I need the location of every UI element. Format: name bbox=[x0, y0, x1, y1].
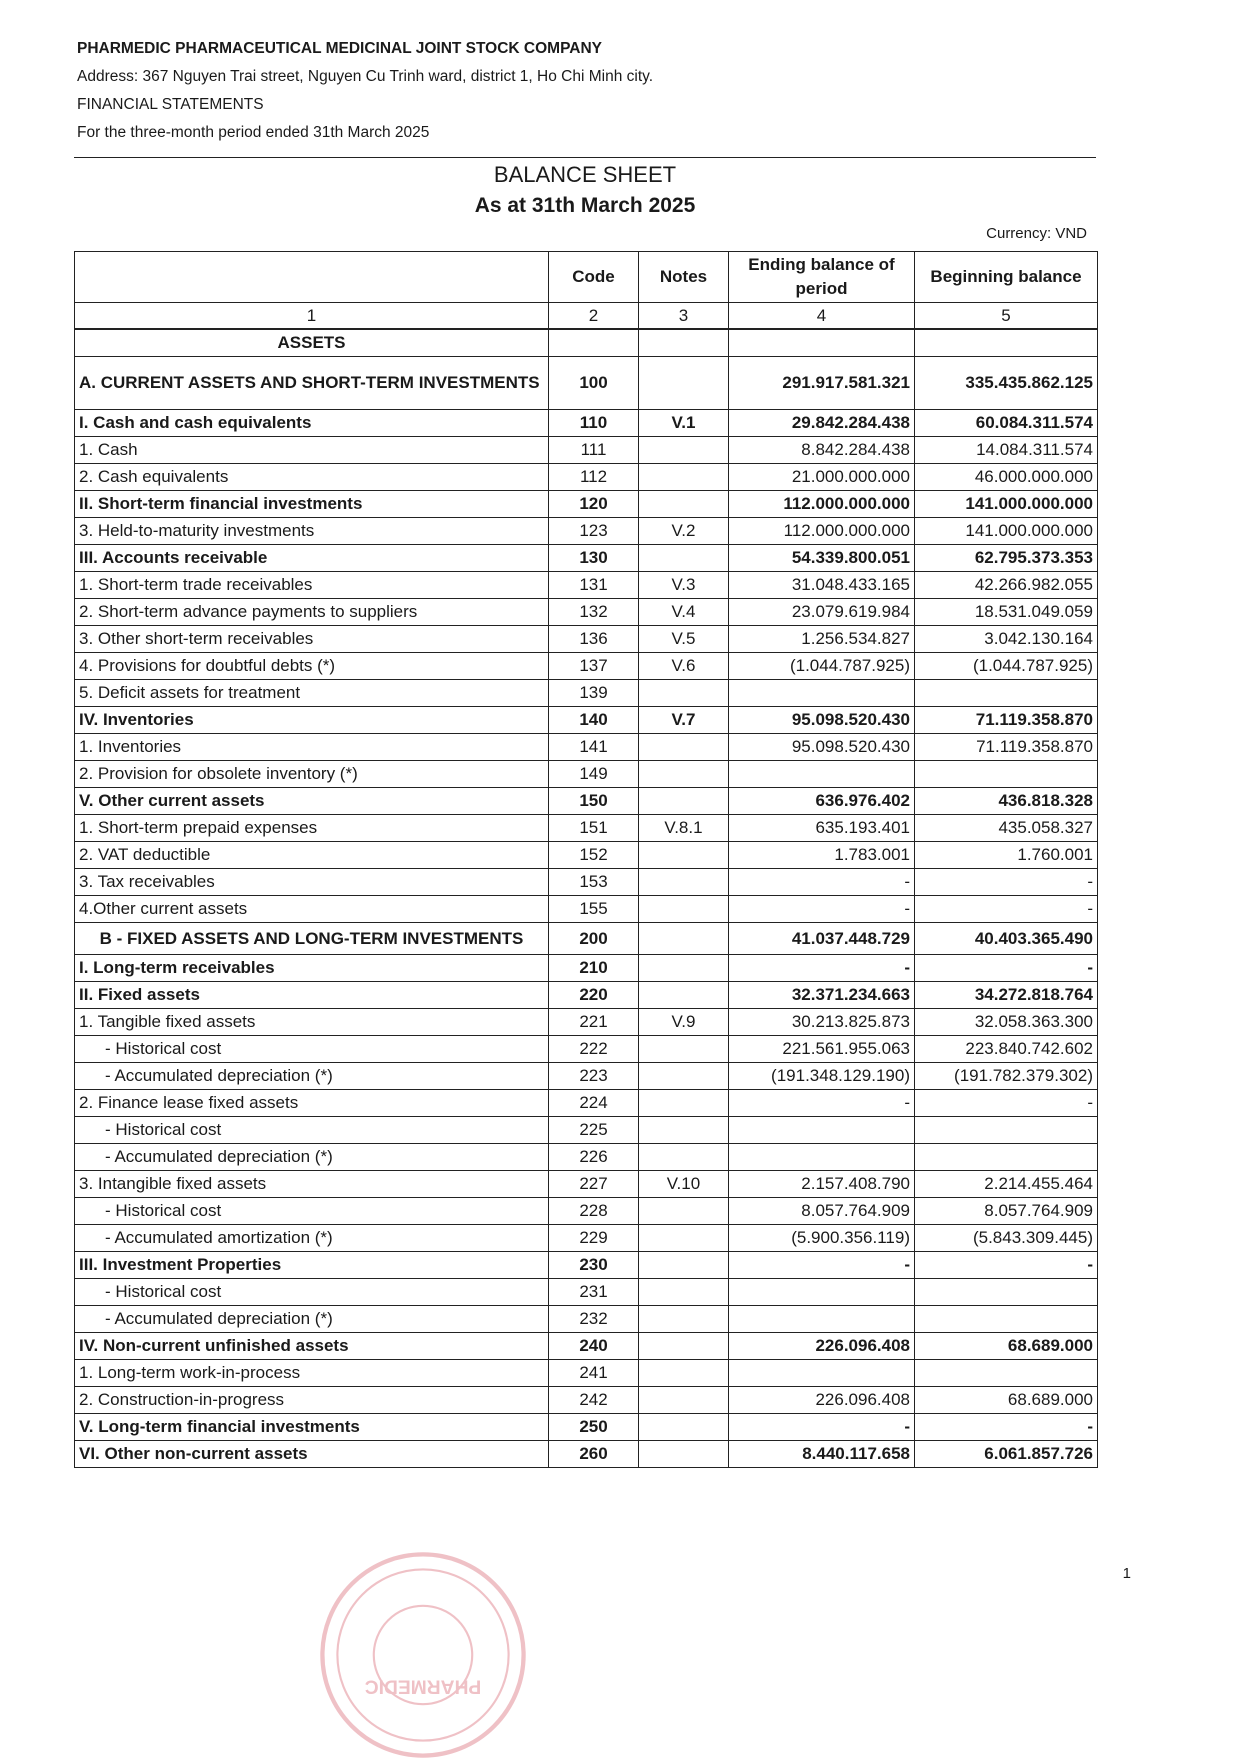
row-label: II. Fixed assets bbox=[75, 982, 549, 1009]
row-notes bbox=[639, 545, 729, 572]
row-beginning-balance: 34.272.818.764 bbox=[915, 982, 1098, 1009]
row-beginning-balance bbox=[915, 761, 1098, 788]
row-code: 226 bbox=[549, 1144, 639, 1171]
row-label: 1. Tangible fixed assets bbox=[75, 1009, 549, 1036]
table-row bbox=[75, 1252, 1098, 1279]
row-ending-balance bbox=[729, 1279, 915, 1306]
row-label: III. Accounts receivable bbox=[75, 545, 549, 572]
table-row bbox=[75, 599, 1098, 626]
row-code: 155 bbox=[549, 896, 639, 923]
table-row bbox=[75, 518, 1098, 545]
table-row bbox=[75, 491, 1098, 518]
row-label: 2. Provision for obsolete inventory (*) bbox=[75, 761, 549, 788]
row-code: 139 bbox=[549, 680, 639, 707]
row-label: - Accumulated depreciation (*) bbox=[75, 1306, 549, 1333]
table-row bbox=[75, 1306, 1098, 1333]
row-beginning-balance bbox=[915, 1117, 1098, 1144]
row-code: 224 bbox=[549, 1090, 639, 1117]
table-row bbox=[75, 1387, 1098, 1414]
row-code: 131 bbox=[549, 572, 639, 599]
row-notes bbox=[639, 1306, 729, 1333]
row-beginning-balance: 435.058.327 bbox=[915, 815, 1098, 842]
header-cell-ending-balance: Ending balance of period bbox=[729, 252, 915, 303]
row-notes bbox=[639, 1117, 729, 1144]
row-beginning-balance: - bbox=[915, 1252, 1098, 1279]
row-ending-balance: 221.561.955.063 bbox=[729, 1036, 915, 1063]
row-beginning-balance: 8.057.764.909 bbox=[915, 1198, 1098, 1225]
row-code: 150 bbox=[549, 788, 639, 815]
seal-text: PHARMEDIC bbox=[364, 1675, 482, 1697]
row-label: 1. Long-term work-in-process bbox=[75, 1360, 549, 1387]
row-beginning-balance: - bbox=[915, 869, 1098, 896]
row-notes bbox=[639, 982, 729, 1009]
row-notes bbox=[639, 896, 729, 923]
table-row bbox=[75, 707, 1098, 734]
row-beginning-balance: 32.058.363.300 bbox=[915, 1009, 1098, 1036]
table-row bbox=[75, 572, 1098, 599]
row-code: 141 bbox=[549, 734, 639, 761]
row-code: 250 bbox=[549, 1414, 639, 1441]
row-code: 130 bbox=[549, 545, 639, 572]
row-code: 120 bbox=[549, 491, 639, 518]
row-notes bbox=[639, 1036, 729, 1063]
row-notes bbox=[639, 437, 729, 464]
row-notes: V.7 bbox=[639, 707, 729, 734]
row-notes bbox=[639, 761, 729, 788]
row-ending-balance: 291.917.581.321 bbox=[729, 357, 915, 410]
row-code: 200 bbox=[549, 923, 639, 955]
row-label: 2. VAT deductible bbox=[75, 842, 549, 869]
table-row bbox=[75, 761, 1098, 788]
row-ending-balance: 30.213.825.873 bbox=[729, 1009, 915, 1036]
table-row bbox=[75, 734, 1098, 761]
row-ending-balance bbox=[729, 1144, 915, 1171]
row-notes: V.9 bbox=[639, 1009, 729, 1036]
table-row bbox=[75, 1198, 1098, 1225]
row-beginning-balance: - bbox=[915, 1414, 1098, 1441]
table-row bbox=[75, 1009, 1098, 1036]
row-notes bbox=[639, 1333, 729, 1360]
table-row bbox=[75, 869, 1098, 896]
row-ending-balance: 21.000.000.000 bbox=[729, 464, 915, 491]
row-notes bbox=[639, 491, 729, 518]
row-notes: V.4 bbox=[639, 599, 729, 626]
table-row bbox=[75, 1117, 1098, 1144]
row-ending-balance: 8.842.284.438 bbox=[729, 437, 915, 464]
row-beginning-balance: 62.795.373.353 bbox=[915, 545, 1098, 572]
row-beginning-balance bbox=[915, 680, 1098, 707]
row-beginning-balance: 1.760.001 bbox=[915, 842, 1098, 869]
row-notes bbox=[639, 357, 729, 410]
row-ending-balance: 635.193.401 bbox=[729, 815, 915, 842]
row-notes bbox=[639, 955, 729, 982]
row-notes bbox=[639, 1225, 729, 1252]
row-label: 4. Provisions for doubtful debts (*) bbox=[75, 653, 549, 680]
table-header-row bbox=[75, 252, 1098, 303]
row-notes: V.8.1 bbox=[639, 815, 729, 842]
table-row bbox=[75, 1036, 1098, 1063]
table-row bbox=[75, 410, 1098, 437]
row-code: 241 bbox=[549, 1360, 639, 1387]
row-label: 1. Cash bbox=[75, 437, 549, 464]
table-row bbox=[75, 1171, 1098, 1198]
row-code: 123 bbox=[549, 518, 639, 545]
currency-note: Currency: VND bbox=[986, 225, 1087, 242]
row-beginning-balance: - bbox=[915, 896, 1098, 923]
row-ending-balance: 636.976.402 bbox=[729, 788, 915, 815]
row-notes: V.1 bbox=[639, 410, 729, 437]
row-beginning-balance: (1.044.787.925) bbox=[915, 653, 1098, 680]
document-header bbox=[77, 35, 1097, 147]
row-label: I. Long-term receivables bbox=[75, 955, 549, 982]
column-number-row bbox=[75, 303, 1098, 330]
row-label: 3. Other short-term receivables bbox=[75, 626, 549, 653]
row-label: - Historical cost bbox=[75, 1198, 549, 1225]
row-label: - Historical cost bbox=[75, 1279, 549, 1306]
row-code: 140 bbox=[549, 707, 639, 734]
row-notes: V.5 bbox=[639, 626, 729, 653]
row-label: - Accumulated amortization (*) bbox=[75, 1225, 549, 1252]
row-notes bbox=[639, 1144, 729, 1171]
row-code: 242 bbox=[549, 1387, 639, 1414]
row-label: - Accumulated depreciation (*) bbox=[75, 1063, 549, 1090]
page-subtitle: As at 31th March 2025 bbox=[474, 194, 696, 217]
row-label: - Accumulated depreciation (*) bbox=[75, 1144, 549, 1171]
row-beginning-balance: 42.266.982.055 bbox=[915, 572, 1098, 599]
row-notes bbox=[639, 1198, 729, 1225]
row-code: 149 bbox=[549, 761, 639, 788]
row-ending-balance: 8.057.764.909 bbox=[729, 1198, 915, 1225]
row-label: 3. Intangible fixed assets bbox=[75, 1171, 549, 1198]
company-address: Address: 367 Nguyen Trai street, Nguyen Cu Trinh ward, district 1, Ho Chi Minh city. bbox=[77, 68, 654, 85]
header-divider bbox=[74, 157, 1096, 158]
column-number: 5 bbox=[915, 303, 1098, 330]
header-cell-code: Code bbox=[549, 252, 639, 303]
table-row bbox=[75, 1225, 1098, 1252]
row-beginning-balance: 60.084.311.574 bbox=[915, 410, 1098, 437]
table-row bbox=[75, 896, 1098, 923]
row-label: 5. Deficit assets for treatment bbox=[75, 680, 549, 707]
row-label: - Historical cost bbox=[75, 1036, 549, 1063]
row-label: I. Cash and cash equivalents bbox=[75, 410, 549, 437]
row-beginning-balance: 2.214.455.464 bbox=[915, 1171, 1098, 1198]
row-notes bbox=[639, 1387, 729, 1414]
row-label: 2. Cash equivalents bbox=[75, 464, 549, 491]
row-ending-balance: 112.000.000.000 bbox=[729, 518, 915, 545]
row-ending-balance: 2.157.408.790 bbox=[729, 1171, 915, 1198]
row-ending-balance: 226.096.408 bbox=[729, 1387, 915, 1414]
row-notes: V.6 bbox=[639, 653, 729, 680]
row-notes: V.10 bbox=[639, 1171, 729, 1198]
row-code: 232 bbox=[549, 1306, 639, 1333]
column-number: 1 bbox=[75, 303, 549, 330]
table-row bbox=[75, 545, 1098, 572]
row-label: 4.Other current assets bbox=[75, 896, 549, 923]
row-label: - Historical cost bbox=[75, 1117, 549, 1144]
page-number: 1 bbox=[1122, 1565, 1131, 1582]
row-notes bbox=[639, 1063, 729, 1090]
row-code: 225 bbox=[549, 1117, 639, 1144]
row-ending-balance: 54.339.800.051 bbox=[729, 545, 915, 572]
row-ending-balance: (191.348.129.190) bbox=[729, 1063, 915, 1090]
row-ending-balance: 29.842.284.438 bbox=[729, 410, 915, 437]
table-row bbox=[75, 1279, 1098, 1306]
row-code: 112 bbox=[549, 464, 639, 491]
row-code: 132 bbox=[549, 599, 639, 626]
row-beginning-balance: (191.782.379.302) bbox=[915, 1063, 1098, 1090]
row-ending-balance: 41.037.448.729 bbox=[729, 923, 915, 955]
table-row bbox=[75, 680, 1098, 707]
table-row bbox=[75, 437, 1098, 464]
row-notes bbox=[639, 1441, 729, 1468]
row-beginning-balance: 223.840.742.602 bbox=[915, 1036, 1098, 1063]
column-number: 3 bbox=[639, 303, 729, 330]
row-beginning-balance bbox=[915, 1144, 1098, 1171]
row-ending-balance: - bbox=[729, 1090, 915, 1117]
table-row bbox=[75, 815, 1098, 842]
row-ending-balance: 1.256.534.827 bbox=[729, 626, 915, 653]
row-notes: V.3 bbox=[639, 572, 729, 599]
row-ending-balance: 226.096.408 bbox=[729, 1333, 915, 1360]
row-label: V. Long-term financial investments bbox=[75, 1414, 549, 1441]
balance-sheet-table bbox=[74, 251, 1098, 1468]
row-code: 230 bbox=[549, 1252, 639, 1279]
row-beginning-balance: 436.818.328 bbox=[915, 788, 1098, 815]
row-ending-balance: (5.900.356.119) bbox=[729, 1225, 915, 1252]
row-ending-balance bbox=[729, 1306, 915, 1333]
row-notes bbox=[639, 1252, 729, 1279]
row-label: IV. Inventories bbox=[75, 707, 549, 734]
table-row bbox=[75, 955, 1098, 982]
row-notes bbox=[639, 1279, 729, 1306]
table-row bbox=[75, 1414, 1098, 1441]
row-ending-balance bbox=[729, 680, 915, 707]
row-beginning-balance: 6.061.857.726 bbox=[915, 1441, 1098, 1468]
row-ending-balance: 31.048.433.165 bbox=[729, 572, 915, 599]
row-ending-balance bbox=[729, 761, 915, 788]
row-code: 137 bbox=[549, 653, 639, 680]
row-code: 240 bbox=[549, 1333, 639, 1360]
row-notes bbox=[639, 788, 729, 815]
row-notes bbox=[639, 1414, 729, 1441]
row-beginning-balance: 46.000.000.000 bbox=[915, 464, 1098, 491]
row-beginning-balance bbox=[915, 1306, 1098, 1333]
row-code: 231 bbox=[549, 1279, 639, 1306]
row-ending-balance: 8.440.117.658 bbox=[729, 1441, 915, 1468]
row-ending-balance: - bbox=[729, 869, 915, 896]
row-label: 2. Finance lease fixed assets bbox=[75, 1090, 549, 1117]
table-row bbox=[75, 357, 1098, 410]
table-row bbox=[75, 1360, 1098, 1387]
row-notes bbox=[639, 464, 729, 491]
row-notes bbox=[639, 734, 729, 761]
row-label: 3. Held-to-maturity investments bbox=[75, 518, 549, 545]
row-beginning-balance bbox=[915, 1360, 1098, 1387]
table-row bbox=[75, 626, 1098, 653]
row-code: 223 bbox=[549, 1063, 639, 1090]
row-beginning-balance: - bbox=[915, 1090, 1098, 1117]
row-label: II. Short-term financial investments bbox=[75, 491, 549, 518]
row-beginning-balance: 141.000.000.000 bbox=[915, 491, 1098, 518]
header-cell-beginning-balance: Beginning balance bbox=[915, 252, 1098, 303]
document-type: FINANCIAL STATEMENTS bbox=[77, 96, 264, 113]
row-ending-balance: - bbox=[729, 896, 915, 923]
header-cell-item bbox=[75, 252, 549, 303]
row-beginning-balance: (5.843.309.445) bbox=[915, 1225, 1098, 1252]
section-row bbox=[75, 329, 1098, 357]
row-code: 260 bbox=[549, 1441, 639, 1468]
row-code: 229 bbox=[549, 1225, 639, 1252]
row-ending-balance: 95.098.520.430 bbox=[729, 734, 915, 761]
row-notes bbox=[639, 1090, 729, 1117]
row-code: 221 bbox=[549, 1009, 639, 1036]
row-notes bbox=[639, 842, 729, 869]
row-code: 220 bbox=[549, 982, 639, 1009]
table-row bbox=[75, 982, 1098, 1009]
row-notes bbox=[639, 869, 729, 896]
header-cell-notes: Notes bbox=[639, 252, 729, 303]
row-label: III. Investment Properties bbox=[75, 1252, 549, 1279]
table-row bbox=[75, 842, 1098, 869]
row-label: 1. Short-term trade receivables bbox=[75, 572, 549, 599]
row-code: 111 bbox=[549, 437, 639, 464]
row-ending-balance: - bbox=[729, 1414, 915, 1441]
table-row bbox=[75, 1441, 1098, 1468]
row-beginning-balance: 40.403.365.490 bbox=[915, 923, 1098, 955]
row-ending-balance: (1.044.787.925) bbox=[729, 653, 915, 680]
table-row bbox=[75, 1063, 1098, 1090]
company-name: PHARMEDIC PHARMACEUTICAL MEDICINAL JOINT STOCK COMPANY bbox=[77, 40, 603, 57]
row-ending-balance: - bbox=[729, 955, 915, 982]
row-beginning-balance: 71.119.358.870 bbox=[915, 734, 1098, 761]
row-code: 228 bbox=[549, 1198, 639, 1225]
row-ending-balance: 32.371.234.663 bbox=[729, 982, 915, 1009]
row-code: 136 bbox=[549, 626, 639, 653]
table-row bbox=[75, 788, 1098, 815]
row-label: 1. Short-term prepaid expenses bbox=[75, 815, 549, 842]
row-code: 210 bbox=[549, 955, 639, 982]
row-notes bbox=[639, 680, 729, 707]
table-row bbox=[75, 464, 1098, 491]
row-code: 153 bbox=[549, 869, 639, 896]
row-ending-balance bbox=[729, 1360, 915, 1387]
table-row bbox=[75, 1090, 1098, 1117]
column-number: 2 bbox=[549, 303, 639, 330]
row-beginning-balance: 68.689.000 bbox=[915, 1387, 1098, 1414]
row-ending-balance bbox=[729, 1117, 915, 1144]
row-beginning-balance: 141.000.000.000 bbox=[915, 518, 1098, 545]
reporting-period: For the three-month period ended 31th March 2025 bbox=[77, 124, 430, 141]
row-label: 1. Inventories bbox=[75, 734, 549, 761]
row-beginning-balance: 14.084.311.574 bbox=[915, 437, 1098, 464]
row-label: V. Other current assets bbox=[75, 788, 549, 815]
row-beginning-balance: 71.119.358.870 bbox=[915, 707, 1098, 734]
row-beginning-balance: 68.689.000 bbox=[915, 1333, 1098, 1360]
row-beginning-balance: - bbox=[915, 955, 1098, 982]
section-title: ASSETS bbox=[75, 329, 549, 357]
table-row bbox=[75, 923, 1098, 955]
row-notes bbox=[639, 1360, 729, 1387]
table-row bbox=[75, 1144, 1098, 1171]
row-label: 2. Construction-in-progress bbox=[75, 1387, 549, 1414]
table-row bbox=[75, 1333, 1098, 1360]
row-notes bbox=[639, 923, 729, 955]
row-ending-balance: 95.098.520.430 bbox=[729, 707, 915, 734]
column-number: 4 bbox=[729, 303, 915, 330]
row-beginning-balance: 18.531.049.059 bbox=[915, 599, 1098, 626]
row-code: 100 bbox=[549, 357, 639, 410]
table-row bbox=[75, 653, 1098, 680]
row-ending-balance: 1.783.001 bbox=[729, 842, 915, 869]
row-ending-balance: 23.079.619.984 bbox=[729, 599, 915, 626]
row-label: VI. Other non-current assets bbox=[75, 1441, 549, 1468]
row-code: 152 bbox=[549, 842, 639, 869]
row-beginning-balance: 3.042.130.164 bbox=[915, 626, 1098, 653]
row-ending-balance: - bbox=[729, 1252, 915, 1279]
company-seal-icon bbox=[316, 1548, 530, 1762]
row-beginning-balance: 335.435.862.125 bbox=[915, 357, 1098, 410]
row-label: B - FIXED ASSETS AND LONG-TERM INVESTMENTS bbox=[75, 923, 549, 955]
row-label: 2. Short-term advance payments to suppliers bbox=[75, 599, 549, 626]
row-code: 151 bbox=[549, 815, 639, 842]
row-code: 227 bbox=[549, 1171, 639, 1198]
row-ending-balance: 112.000.000.000 bbox=[729, 491, 915, 518]
row-notes: V.2 bbox=[639, 518, 729, 545]
row-code: 222 bbox=[549, 1036, 639, 1063]
row-beginning-balance bbox=[915, 1279, 1098, 1306]
page-title: BALANCE SHEET bbox=[493, 162, 677, 187]
row-label: A. CURRENT ASSETS AND SHORT-TERM INVESTMENTS bbox=[75, 357, 549, 410]
row-label: 3. Tax receivables bbox=[75, 869, 549, 896]
row-label: IV. Non-current unfinished assets bbox=[75, 1333, 549, 1360]
row-code: 110 bbox=[549, 410, 639, 437]
